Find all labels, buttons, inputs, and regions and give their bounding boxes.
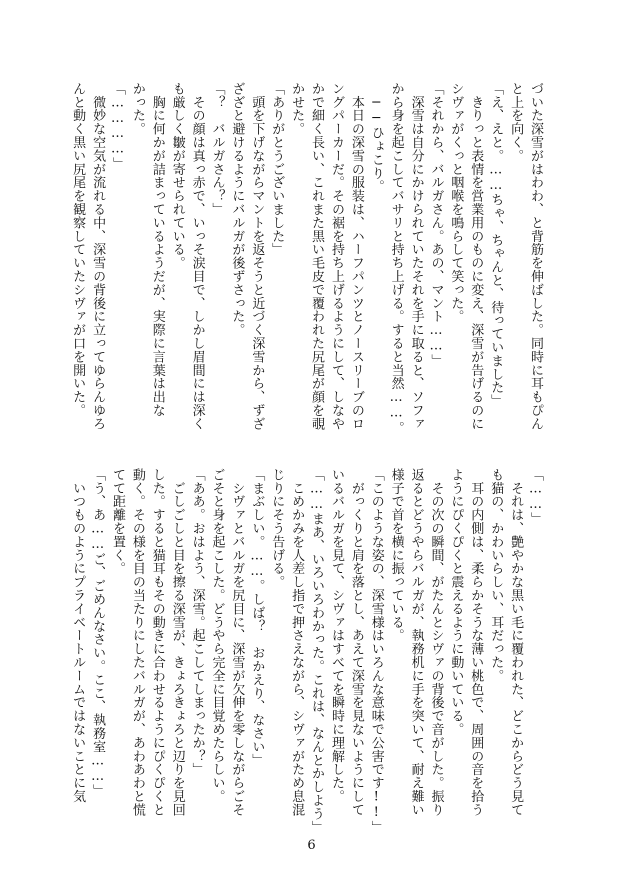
text-line: ざざと避けるようにバルガが後ずさった。 (229, 82, 245, 337)
text-line: 胸に何かが詰まっているようだが、実際に言葉は出な (149, 82, 165, 417)
text-line: づいた深雪がはわわ、と背筋を伸ばした。同時に耳もぴん (528, 82, 543, 431)
upper-text-block (67, 82, 545, 442)
text-line: と上を向く。 (508, 82, 524, 163)
text-line: んと動く黒い尻尾を観察していたシヴァが口を開いた。 (70, 82, 86, 417)
text-line: 耳の内側は、柔らかそうな薄い桃色で、周囲の音を拾う (468, 468, 484, 817)
text-line: きりっと表情を営業用のものに変え、深雪が告げるのに (468, 82, 484, 431)
text-line: 「それから、バルガさん。あの、マント……」 (428, 82, 444, 368)
text-line: いるバルガを見て、シヴァはすべてを瞬時に理解した。 (328, 468, 344, 803)
text-line: シヴァとバルガを尻目に、深雪が欠伸を零しながらごそ (229, 468, 245, 817)
text-line: こめかみを人差し指で押さえながら、シヴァがため息混 (289, 468, 305, 817)
text-line: ──ひょこり。 (368, 82, 384, 194)
text-line: 深雪は自分にかけられていたそれを手に取ると、ソファ (408, 82, 424, 431)
text-line: 「？ バルガさん？」 (209, 82, 225, 216)
text-line: から身を起こしてバサリと持ち上げる。すると当然……。 (388, 82, 404, 435)
text-line: 微妙な空気が流れる中、深雪の背後に立ってゆらんゆろ (90, 82, 106, 431)
text-line: かで細く長い、これまた黒い毛皮で覆われた尻尾が顔を覗 (309, 82, 325, 431)
text-line: 返るとどうやらバルガが、執務机に手を突いて、耐え難い (408, 468, 424, 817)
text-line: 本日の深雪の服装は、ハーフパンツとノースリーブのロ (348, 82, 364, 431)
page-number: 6 (307, 838, 316, 853)
text-line: 頭を下げながらマントを返そうと近づく深雪から、ずざ (249, 82, 265, 431)
text-line: それは、艶やかな黒い毛に覆われた、どこからどう見て (508, 468, 524, 817)
lower-text-block (67, 468, 545, 834)
text-line: その顔は真っ赤で、いっそ涙目で、しかし眉間には深く (189, 82, 205, 431)
text-line: ングパーカーだ。その裾を持ち上げるようにして、しなや (328, 82, 344, 431)
text-line: かせた。 (289, 82, 305, 136)
text-line: シヴァがくっと咽喉を鳴らして笑った。 (448, 82, 464, 324)
text-line: ようにぴくぴくと震えるように動いている。 (448, 468, 464, 736)
text-line: も猫の、かわいらしい、耳だった。 (488, 468, 504, 683)
text-line: かった。 (129, 82, 145, 136)
text-line: ごしごしと目を擦る深雪が、きょろきょろと辺りを見回 (169, 468, 185, 817)
text-line: 「え、えと。……ちゃ、ちゃんと、待っていました」 (488, 82, 504, 408)
text-line: 「……」 (528, 468, 543, 526)
text-line: ごそと身を起こした。どうやら完全に目覚めたらしい。 (209, 468, 225, 803)
text-line: 「まぶしい。……。しば？ おかえり、なさい」 (249, 468, 265, 767)
text-line: その次の瞬間、がたんとシヴァの背後で音がした。振り (428, 468, 444, 817)
text-line: 「ああ。おはよう、深雪。起こしてしまったか？」 (189, 468, 205, 777)
text-line: 様子で首を横に振っている。 (388, 468, 404, 643)
text-line: 「ありがとうございました」 (269, 82, 285, 257)
text-line: 「う、あ……ご、ごめんなさい。ここ、執務室……」 (90, 468, 106, 798)
text-line: した。すると猫耳もその動きに合わせるようにぴくぴくと (149, 468, 165, 817)
text-line: 「…………」 (109, 82, 125, 171)
text-line: いつものようにプライベートルームではないことに気 (70, 468, 86, 803)
text-line: も厳しく皺が寄せられている。 (169, 82, 185, 270)
text-line: 動く。その様を目の当たりにしたバルガが、あわあわと慌 (129, 468, 145, 817)
text-line: 「このような姿の、深雪様はいろんな意味で公害です!!」 (368, 468, 384, 834)
text-line: てて距離を置く。 (109, 468, 125, 576)
text-line: がっくりと肩を落とし、あえて深雪を見ないようにして (348, 468, 364, 817)
text-line: じりにそう告げる。 (269, 468, 285, 589)
text-line: 「……まあ、いろいろわかった。これは、なんとかしよう」 (309, 468, 325, 834)
